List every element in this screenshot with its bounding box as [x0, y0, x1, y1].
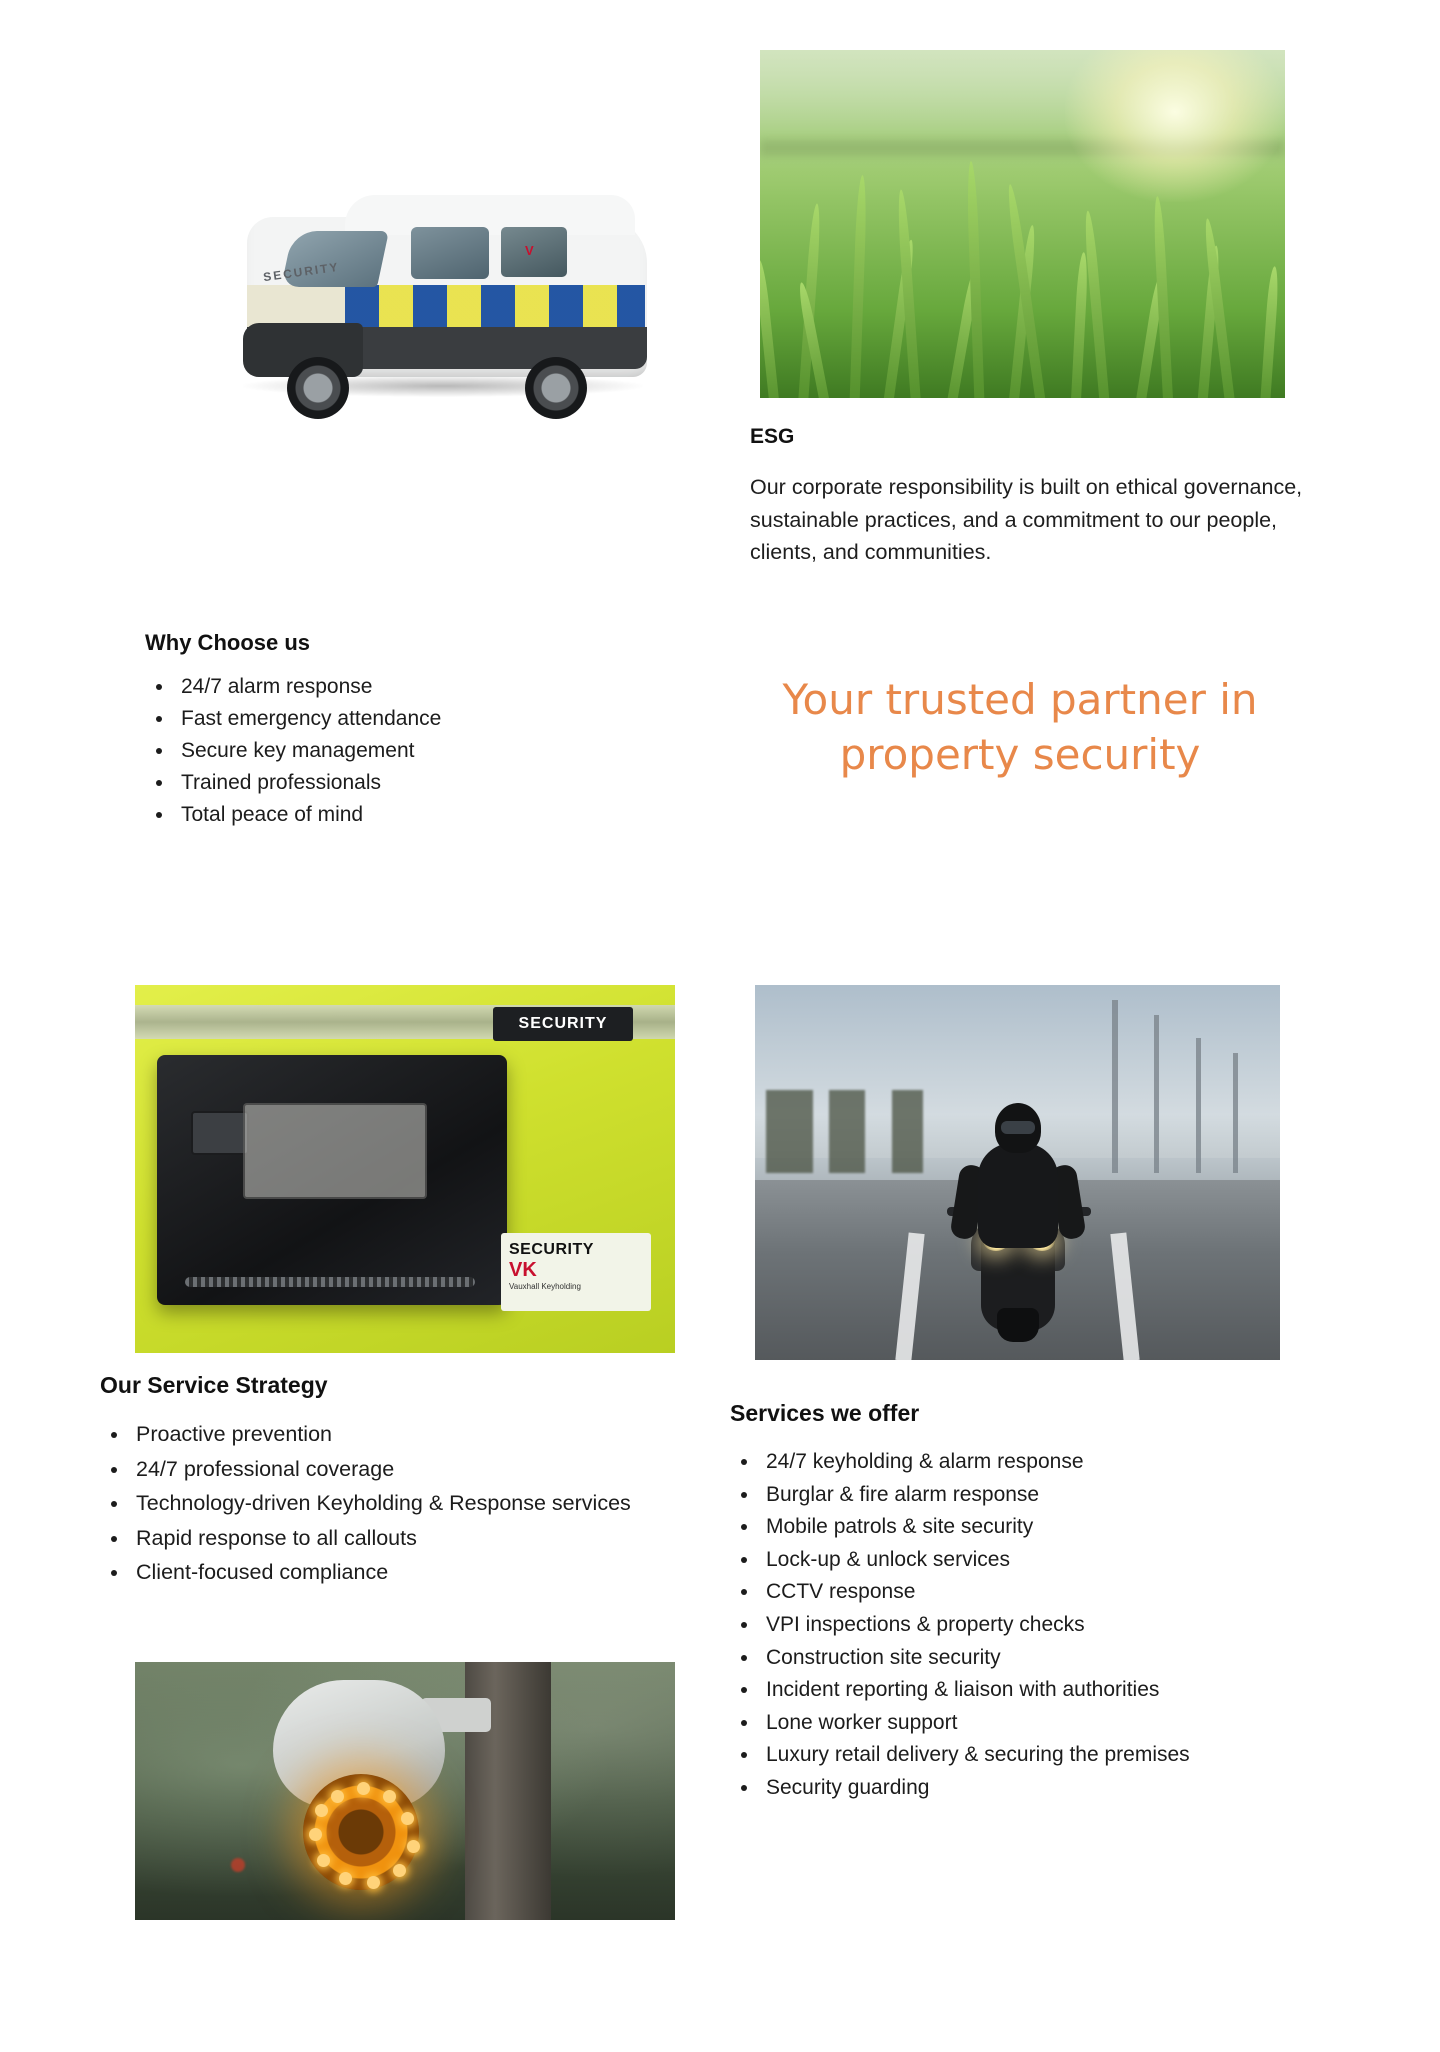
- list-item: • 24/7 alarm response: [175, 672, 615, 702]
- list-item: • Incident reporting & liaison with authorities: [760, 1675, 1350, 1705]
- why-choose-list: [145, 672, 615, 830]
- van-rear-wheel: [525, 357, 587, 419]
- van-side-window-front: [411, 227, 489, 279]
- grass-blade: [1070, 252, 1089, 398]
- ir-led: [401, 1812, 414, 1825]
- power-pylon: [1196, 1038, 1201, 1173]
- van-front-wheel: [287, 357, 349, 419]
- ir-led: [317, 1854, 330, 1867]
- tagline: Your trusted partner in property security: [782, 675, 1258, 780]
- list-item: • Security guarding: [760, 1773, 1350, 1803]
- key-wallet: [157, 1055, 507, 1305]
- service-strategy-heading: Our Service Strategy: [100, 1372, 328, 1398]
- list-item: • CCTV response: [760, 1577, 1350, 1607]
- list-item: • Technology-driven Keyholding & Response services: [130, 1488, 680, 1519]
- vest-security-badge: SECURITY: [493, 1007, 633, 1041]
- wallet-clear-window: [243, 1103, 427, 1199]
- van-logo-decal: V: [525, 243, 534, 258]
- label-logo-text: VK: [509, 1259, 537, 1281]
- van-side-window-rear: [501, 227, 567, 277]
- ir-led: [393, 1864, 406, 1877]
- bike-front-wheel: [997, 1308, 1039, 1342]
- list-item: • Lock-up & unlock services: [760, 1545, 1350, 1575]
- list-item: • Total peace of mind: [175, 800, 615, 830]
- service-strategy-list: [100, 1419, 680, 1588]
- ir-led: [315, 1804, 328, 1817]
- grass-blade: [760, 259, 780, 398]
- list-item: • 24/7 keyholding & alarm response: [760, 1447, 1350, 1477]
- grass-blade: [849, 175, 867, 398]
- status-light: [231, 1858, 245, 1872]
- list-item: • Lone worker support: [760, 1708, 1350, 1738]
- list-item: • Mobile patrols & site security: [760, 1512, 1350, 1542]
- ir-led: [407, 1840, 420, 1853]
- company-label: [501, 1233, 651, 1311]
- van-battenburg-stripe: [345, 285, 645, 327]
- ir-led: [331, 1790, 344, 1803]
- list-item: • Fast emergency attendance: [175, 704, 615, 734]
- wallet-zip: [185, 1277, 475, 1287]
- list-item: • Client-focused compliance: [130, 1557, 680, 1588]
- ir-led: [357, 1782, 370, 1795]
- services-offered-heading: Services we offer: [730, 1400, 920, 1426]
- label-sub-text: Vauxhall Keyholding: [509, 1282, 581, 1291]
- power-pylon: [1112, 1000, 1118, 1173]
- security-van-image: [225, 165, 655, 435]
- services-offered-list: [730, 1447, 1350, 1803]
- esg-body: Our corporate responsibility is built on ethical governance, sustainable practices, and a commitment to our people, clients, and communities.: [750, 475, 1303, 565]
- van-front-panel: [247, 285, 345, 327]
- power-pylon: [1233, 1053, 1238, 1173]
- grass-blade: [1083, 210, 1111, 398]
- list-item: • Secure key management: [175, 736, 615, 766]
- list-item: • Luxury retail delivery & securing the premises: [760, 1740, 1350, 1770]
- list-item: • Construction site security: [760, 1643, 1350, 1673]
- sun-flare: [1065, 50, 1285, 202]
- grass-blade: [1259, 266, 1280, 398]
- helmet-visor: [1001, 1121, 1035, 1134]
- ir-led: [339, 1872, 352, 1885]
- list-item: • 24/7 professional coverage: [130, 1454, 680, 1485]
- service-strategy-section: [100, 1372, 680, 1592]
- wallet-clip: [191, 1111, 249, 1155]
- motorcycle-rider-image: [755, 985, 1280, 1360]
- van-security-decal: SECURITY: [262, 259, 341, 285]
- roadside-tree: [829, 1090, 866, 1173]
- why-choose-section: [145, 630, 615, 832]
- list-item: • VPI inspections & property checks: [760, 1610, 1350, 1640]
- esg-section: [750, 425, 1330, 569]
- label-top-text: SECURITY: [509, 1241, 594, 1258]
- list-item: • Burglar & fire alarm response: [760, 1480, 1350, 1510]
- list-item: • Trained professionals: [175, 768, 615, 798]
- rider-torso: [978, 1143, 1058, 1248]
- cctv-camera-image: [135, 1662, 675, 1920]
- ir-led: [367, 1876, 380, 1889]
- esg-heading: ESG: [750, 425, 795, 448]
- roadside-tree: [766, 1090, 813, 1173]
- ir-led: [383, 1790, 396, 1803]
- van-roof: [345, 195, 635, 235]
- power-pylon: [1154, 1015, 1159, 1173]
- ir-led: [309, 1828, 322, 1841]
- key-pouch-image: [135, 985, 675, 1353]
- rider-figure: [943, 1103, 1093, 1338]
- grass-esg-image: [760, 50, 1285, 398]
- list-item: • Proactive prevention: [130, 1419, 680, 1450]
- list-item: • Rapid response to all callouts: [130, 1523, 680, 1554]
- roadside-tree: [892, 1090, 924, 1173]
- services-offered-section: [730, 1400, 1350, 1806]
- why-choose-heading: Why Choose us: [145, 630, 311, 655]
